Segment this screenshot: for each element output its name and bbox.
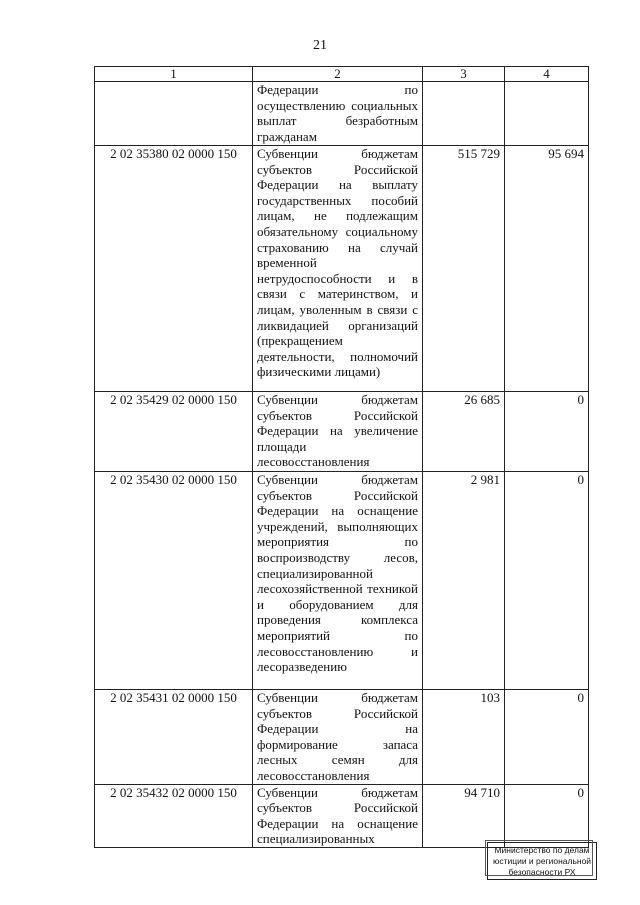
ministry-stamp xyxy=(487,842,597,880)
row-name: Федерации по осуществлению социальных выплат безработным гражданам xyxy=(253,82,423,146)
header-col-4: 4 xyxy=(505,67,589,82)
table-row xyxy=(95,784,589,847)
table-row xyxy=(95,392,589,472)
header-col-1: 1 xyxy=(95,67,253,82)
table-row xyxy=(95,472,589,690)
row-name: Субвенции бюджетам субъектов Российской Федерации на оснащение специализированных xyxy=(253,784,423,847)
row-col3: 2 981 xyxy=(423,472,505,690)
header-col-2: 2 xyxy=(253,67,423,82)
row-code: 2 02 35432 02 0000 150 xyxy=(95,784,253,847)
row-code xyxy=(95,82,253,146)
row-col4: 95 694 xyxy=(505,146,589,392)
row-col4: 0 xyxy=(505,472,589,690)
stamp-line-3: безопасности РХ xyxy=(508,867,576,877)
header-col-3: 3 xyxy=(423,67,505,82)
row-col3: 103 xyxy=(423,690,505,785)
row-col4: 0 xyxy=(505,690,589,785)
row-name: Субвенции бюджетам субъектов Российской Федерации на формирование запаса лесных семян для лесовосстановления xyxy=(253,690,423,785)
row-code: 2 02 35429 02 0000 150 xyxy=(95,392,253,472)
row-col3 xyxy=(423,82,505,146)
stamp-border xyxy=(485,840,593,876)
stamp-line-2: юстиции и региональной xyxy=(492,856,592,866)
table-row xyxy=(95,82,589,146)
row-code: 2 02 35431 02 0000 150 xyxy=(95,690,253,785)
budget-table xyxy=(94,66,589,848)
row-code: 2 02 35380 02 0000 150 xyxy=(95,146,253,392)
row-name: Субвенции бюджетам субъектов Российской Федерации на выплату государственных пособий лицам, не подлежащим обязательному социальному страхованию на случай временной нетрудоспособности и в связи с материнством, и лицам, уволенным в связи с ликвидацией организаций (прекращением деятельности, полномочий физическими лицами) xyxy=(253,146,423,392)
table-row xyxy=(95,146,589,392)
row-col3: 94 710 xyxy=(423,784,505,847)
row-col4 xyxy=(505,82,589,146)
table-row xyxy=(95,690,589,785)
row-name: Субвенции бюджетам субъектов Российской Федерации на оснащение учреждений, выполняющих мероприятия по воспроизводству лесов, специализированной лесохозяйственной техникой и оборудованием для проведения комплекса мероприятий по лесовосстановлению и лесоразведению xyxy=(253,472,423,690)
table-header-row xyxy=(95,67,589,82)
page-number: 21 xyxy=(313,38,327,53)
row-col3: 26 685 xyxy=(423,392,505,472)
stamp-line-1: Министерство по делам xyxy=(494,845,590,855)
row-col4: 0 xyxy=(505,392,589,472)
row-col4: 0 xyxy=(505,784,589,847)
row-col3: 515 729 xyxy=(423,146,505,392)
row-code: 2 02 35430 02 0000 150 xyxy=(95,472,253,690)
row-name: Субвенции бюджетам субъектов Российской Федерации на увеличение площади лесовосстановления xyxy=(253,392,423,472)
